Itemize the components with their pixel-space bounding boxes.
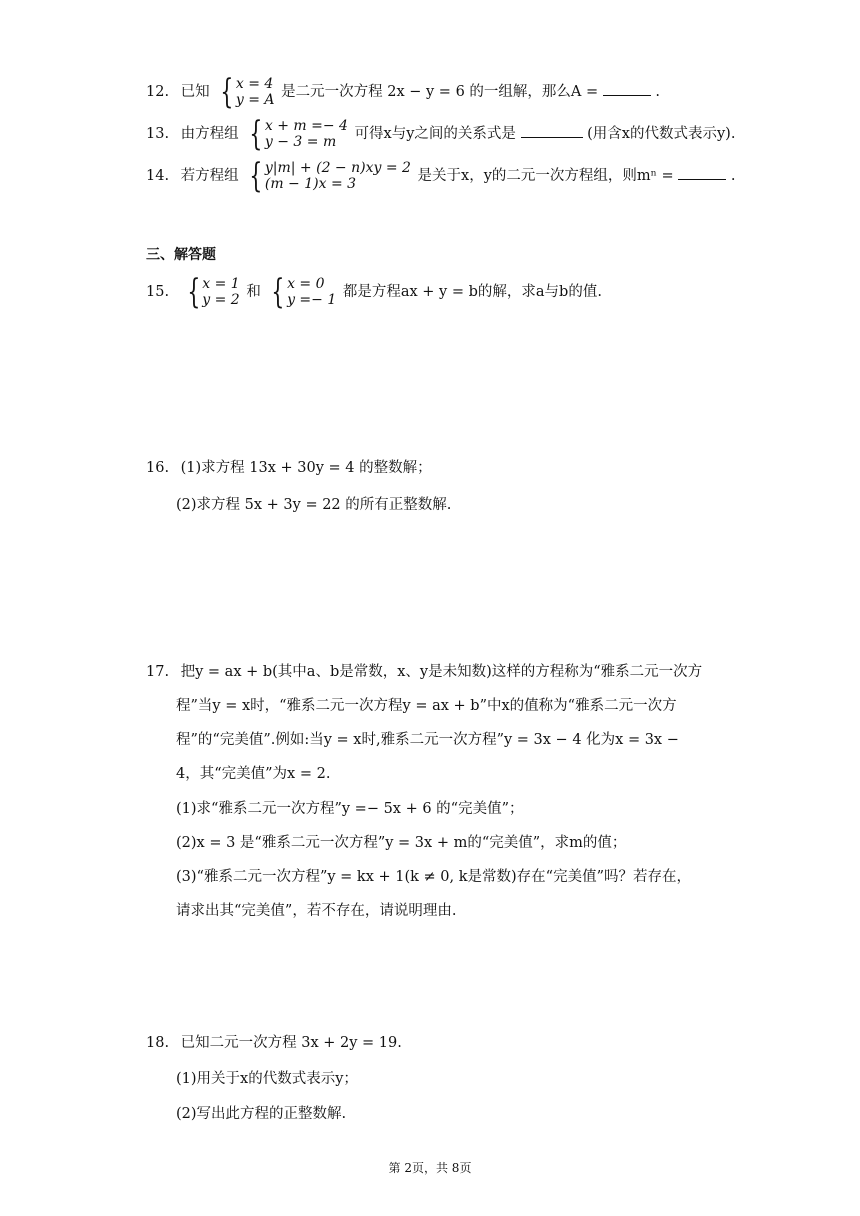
- question-12: [146, 72, 660, 112]
- question-17-line: 请求出其“完美值”，若不存在，请说明理由.: [176, 903, 457, 919]
- question-17-part-1: (1)求“雅系二元一次方程”y =− 5x + 6 的“完美值”；: [176, 801, 524, 817]
- question-text: 由方程组: [180, 126, 239, 142]
- system-row: x = 0: [287, 276, 325, 292]
- question-17-part-2: (2)x = 3 是“雅系二元一次方程”y = 3x + m的“完美值”，求m的值；: [176, 835, 627, 851]
- question-16-part-2: (2)求方程 5x + 3y = 22 的所有正整数解.: [176, 497, 452, 513]
- page-footer: 第 2页，共 8页: [388, 1161, 472, 1175]
- question-text: 已知二元一次方程 3x + 2y = 19.: [180, 1035, 402, 1051]
- question-17-part-3: (3)“雅系二元一次方程”y = kx + 1(k ≠ 0, k是常数)存在“完美值”吗？若存在，: [176, 869, 692, 885]
- section-heading: 三、解答题: [146, 247, 216, 263]
- equation-system: [267, 272, 337, 312]
- equation-system: [245, 114, 348, 154]
- question-text: 若方程组: [180, 168, 239, 184]
- brace-icon: {: [220, 72, 234, 112]
- question-text: .: [730, 168, 736, 184]
- question-number: 13.: [146, 126, 170, 142]
- system-row: y|m| + (2 − n)xy = 2: [264, 160, 411, 176]
- equation-system: [183, 272, 240, 312]
- question-text: 已知: [180, 84, 210, 100]
- brace-icon: {: [186, 272, 200, 312]
- question-number: 16.: [146, 460, 170, 476]
- question-text: (用含x的代数式表示y).: [587, 126, 736, 142]
- question-18: [146, 1031, 402, 1052]
- question-text: 和: [246, 284, 261, 300]
- brace-icon: {: [271, 272, 285, 312]
- system-row: x = 4: [235, 76, 274, 92]
- system-row: y = A: [235, 92, 275, 108]
- question-text: 把y = ax + b(其中a、b是常数，x、y是未知数)这样的方程称为“雅系二元一次方: [180, 664, 703, 680]
- question-text: .: [655, 84, 660, 100]
- question-14: [146, 156, 736, 196]
- brace-icon: {: [249, 156, 263, 196]
- question-17-line: 4，其“完美值”为x = 2.: [176, 766, 331, 782]
- equation-system: [245, 156, 411, 196]
- question-17-line: 程”当y = x时，“雅系二元一次方程y = ax + b”中x的值称为“雅系二元一次方: [176, 698, 677, 714]
- system-row: y =− 1: [287, 292, 337, 308]
- system-row: y − 3 = m: [264, 134, 337, 150]
- question-13: [146, 114, 736, 154]
- system-row: x + m =− 4: [264, 118, 348, 134]
- question-number: 18.: [146, 1035, 170, 1051]
- question-16: [146, 456, 432, 477]
- system-row: y = 2: [202, 292, 240, 308]
- system-row: x = 1: [202, 276, 240, 292]
- answer-blank: [521, 123, 583, 138]
- question-18-part-1: (1)用关于x的代数式表示y；: [176, 1071, 358, 1087]
- question-number: 12.: [146, 84, 170, 100]
- question-text: 都是方程ax + y = b的解，求a与b的值.: [342, 284, 602, 300]
- question-number: 15.: [146, 284, 170, 300]
- equation-system: [216, 72, 275, 112]
- question-text: (1)求方程 13x + 30y = 4 的整数解；: [180, 460, 432, 476]
- question-number: 14.: [146, 168, 170, 184]
- question-text: 是二元一次方程 2x − y = 6 的一组解，那么A =: [281, 84, 599, 100]
- question-18-part-2: (2)写出此方程的正整数解.: [176, 1106, 347, 1122]
- brace-icon: {: [249, 114, 263, 154]
- question-number: 17.: [146, 664, 170, 680]
- answer-blank: [678, 165, 726, 180]
- question-17-line: 程”的“完美值”.例如:当y = x时,雅系二元一次方程”y = 3x − 4 化为x = 3x −: [176, 732, 679, 748]
- question-text: 是关于x，y的二元一次方程组，则mⁿ =: [417, 168, 674, 184]
- question-17: [146, 660, 702, 681]
- question-text: 可得x与y之间的关系式是: [354, 126, 516, 142]
- question-15: [146, 272, 602, 312]
- system-row: (m − 1)x = 3: [264, 176, 357, 192]
- answer-blank: [603, 81, 651, 96]
